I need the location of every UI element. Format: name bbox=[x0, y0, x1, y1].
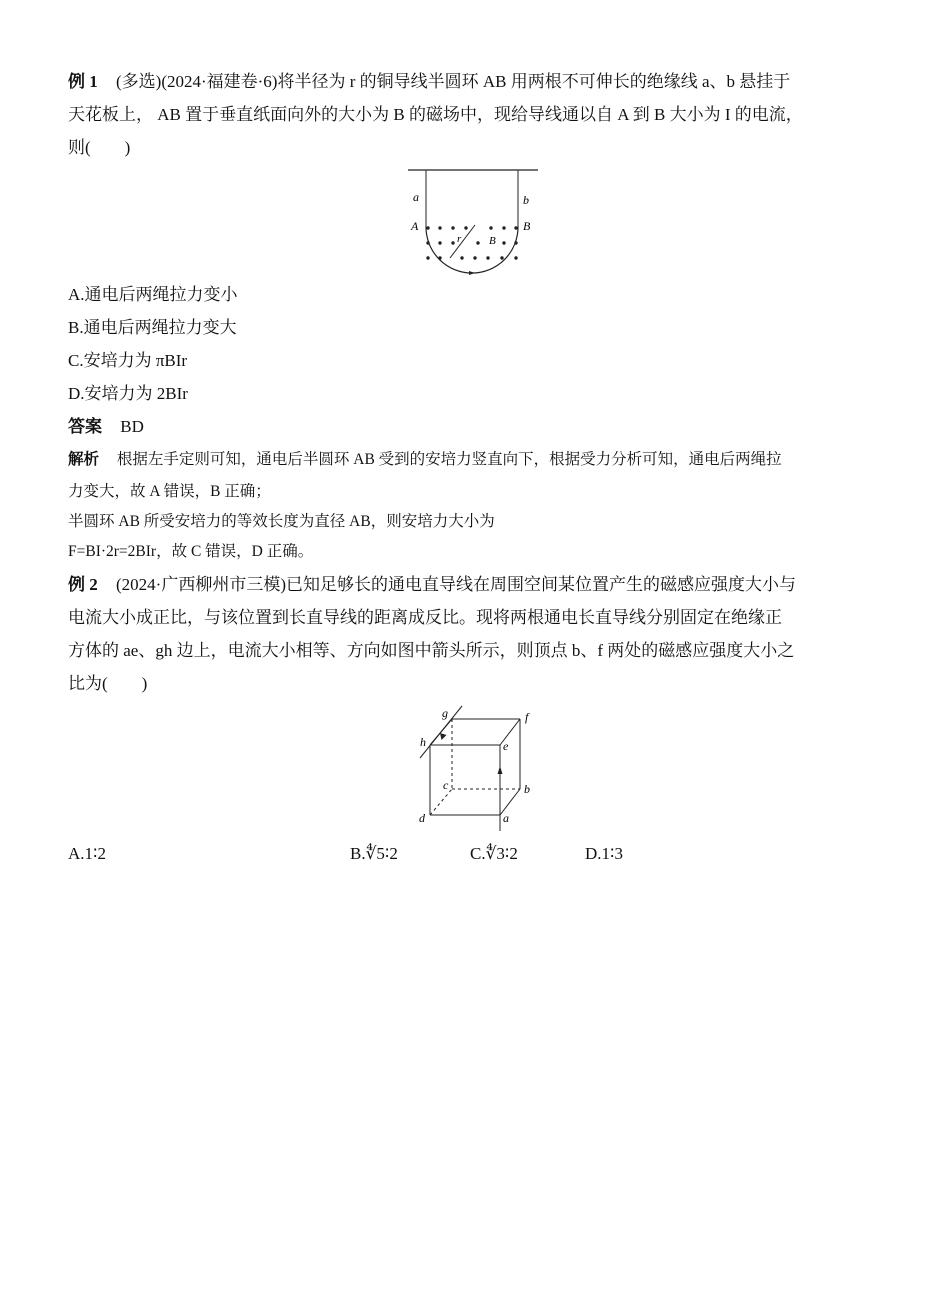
fig2-label-h: h bbox=[420, 735, 426, 749]
fig1-label-r: r bbox=[457, 233, 462, 245]
fig2-label-d: d bbox=[419, 811, 425, 825]
fig1-label-field: B bbox=[489, 235, 496, 247]
fig1-label-b: b bbox=[523, 193, 529, 207]
answer-value: BD bbox=[120, 417, 144, 436]
example2-line2: 电流大小成正比，与该位置到长直导线的距离成反比。现将两根通电长直导线分别固定在绝缘正 bbox=[68, 608, 782, 627]
answer-label: 答案 bbox=[68, 417, 102, 436]
fig2-label-g: g bbox=[442, 706, 448, 720]
analysis-line4: F=BI·2r=2BIr，故 C 错误，D 正确。 bbox=[68, 543, 314, 560]
example1-option-d: D.安培力为 2BIr bbox=[68, 384, 188, 403]
fig1-label-a: a bbox=[413, 190, 419, 204]
analysis-label: 解析 bbox=[68, 451, 100, 468]
example1-line1: 例 1 (多选)(2024·福建卷·6)将半径为 r 的铜导线半圆环 AB 用两根不可伸长的绝缘线 a、b 悬挂于 bbox=[68, 72, 791, 91]
example1-line3: 则( ) bbox=[68, 138, 131, 157]
example1-answer bbox=[68, 415, 144, 439]
example1-option-a: A.通电后两绳拉力变小 bbox=[68, 285, 238, 304]
figure-semicircle-ring bbox=[400, 165, 545, 275]
example2-option-b: B.∜5∶2 bbox=[350, 844, 398, 863]
example2-line3: 方体的 ae、gh 边上，电流大小相等、方向如图中箭头所示，则顶点 b、f 两处的磁感应强度大小之 bbox=[68, 641, 795, 660]
example2-option-c: C.∜3∶2 bbox=[470, 844, 518, 863]
example2-line1: 例 2 (2024·广西柳州市三模)已知足够长的通电直导线在周围空间某位置产生的磁感应强度大小与 bbox=[68, 575, 796, 594]
analysis-line3: 半圆环 AB 所受安培力的等效长度为直径 AB，则安培力大小为 bbox=[68, 513, 495, 530]
fig2-label-a: a bbox=[503, 811, 509, 825]
example2-option-d: D.1∶3 bbox=[585, 844, 623, 863]
fig2-label-c: c bbox=[443, 778, 449, 792]
example1-option-c: C.安培力为 πBIr bbox=[68, 351, 188, 370]
fig2-label-e: e bbox=[503, 739, 509, 753]
magnetic-field-dots bbox=[426, 226, 517, 259]
fig2-label-f: f bbox=[525, 710, 529, 724]
analysis-line1: 解析 根据左手定则可知，通电后半圆环 AB 受到的安培力竖直向下，根据受力分析可知，通电后两绳拉 bbox=[68, 451, 782, 468]
analysis-line2: 力变大，故 A 错误，B 正确； bbox=[68, 483, 271, 500]
fig2-label-b: b bbox=[524, 782, 530, 796]
example2-label: 例 2 bbox=[68, 575, 98, 594]
example2-line4: 比为( ) bbox=[68, 674, 148, 693]
fig1-label-B: B bbox=[523, 219, 531, 233]
example1-option-b: B.通电后两绳拉力变大 bbox=[68, 318, 237, 337]
example2-option-a: A.1∶2 bbox=[68, 844, 106, 863]
example1-label: 例 1 bbox=[68, 72, 98, 91]
example1-line2: 天花板上， AB 置于垂直纸面向外的大小为 B 的磁场中，现给导线通以自 A 到 B 大小为 I 的电流， bbox=[68, 105, 803, 124]
figure-cube bbox=[412, 703, 542, 831]
fig1-label-A: A bbox=[411, 219, 419, 233]
